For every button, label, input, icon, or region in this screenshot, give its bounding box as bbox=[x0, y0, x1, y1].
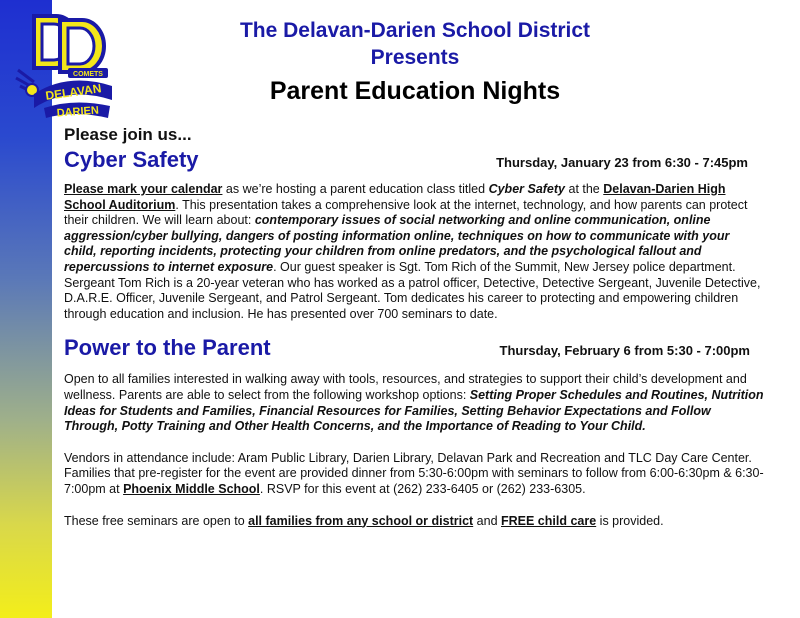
intro-line: Please join us... bbox=[64, 125, 192, 144]
presents-line: Presents bbox=[370, 46, 460, 69]
logo-text-delavan: DELAVAN bbox=[44, 81, 103, 103]
event-header-cyber-safety bbox=[64, 146, 764, 174]
desc-text: as we’re hosting a parent education class titled bbox=[222, 182, 489, 196]
desc-text: at the bbox=[565, 182, 604, 196]
logo-text-comets: COMETS bbox=[73, 71, 103, 78]
topics-text: contemporary issues of social networking and online communication, online aggression/cyber bullying, dangers of posting information online, techniques on how to communicate with your child, reporting incidents, protecting your children from online predators, and the psychological fallout and repercussions to internet exposure bbox=[64, 213, 730, 274]
free-child-care-text: FREE child care bbox=[501, 513, 597, 528]
closing-text: These free seminars are open to bbox=[64, 513, 249, 528]
closing-text: and bbox=[473, 513, 501, 528]
desc-text: Open to all families interested in walking away with tools, resources, and strategies to support their child’s development and wellness. Parents are able to select from the following workshop options: bbox=[64, 372, 747, 402]
event-header-power-to-parent bbox=[64, 334, 764, 362]
closing-paragraph bbox=[64, 514, 764, 530]
main-content bbox=[64, 124, 764, 529]
event-date-cyber-safety: Thursday, January 23 from 6:30 - 7:45pm bbox=[496, 155, 748, 170]
mark-calendar-text: Please mark your calendar bbox=[64, 182, 223, 196]
venue-text: Delavan-Darien High School Auditorium bbox=[64, 182, 726, 212]
desc-text: . This presentation takes a comprehensive look at the internet, technology, and how parents can protect their children. We will learn about: bbox=[64, 197, 748, 228]
event-description-cyber-safety bbox=[64, 182, 764, 322]
vendors-paragraph bbox=[64, 451, 764, 498]
closing-text: is provided. bbox=[596, 513, 664, 528]
event-title-cyber-safety: Cyber Safety bbox=[64, 147, 199, 172]
event-title-power-to-parent: Power to the Parent bbox=[64, 335, 271, 361]
desc-text: . Our guest speaker is Sgt. Tom Rich of the Summit, New Jersey police department. Sergeant Tom Rich is a 20-year veteran who has worked as a patrol officer, Detective, Detective Sergeant, Juvenile Detective, D.A.R.E. Officer, Juvenile Sergeant, and Patrol Sergeant. Tom dedicates his career to protecting and empowering children through education and inclusion. He has presented over 700 seminars to date. bbox=[64, 259, 761, 321]
comets-logo-icon bbox=[14, 10, 120, 120]
desc-text: . RSVP for this event at (262) 233-6405 or (262) 233-6305. bbox=[259, 481, 586, 496]
header bbox=[130, 0, 700, 106]
workshop-options-text: Setting Proper Schedules and Routines, Nutrition Ideas for Students and Families, Financial Resources for Families, Setting Behavior Expectations and Follow Through, Potty Training and Other Health Concerns, and the Importance of Reading to Your Child. bbox=[64, 387, 764, 434]
series-title: Parent Education Nights bbox=[269, 77, 561, 105]
class-title-text: Cyber Safety bbox=[488, 182, 566, 196]
school-name-text: Phoenix Middle School bbox=[123, 481, 260, 496]
event-description-power-to-parent bbox=[64, 372, 764, 434]
district-title: The Delavan-Darien School District bbox=[239, 19, 591, 42]
event-date-power-to-parent: Thursday, February 6 from 5:30 - 7:00pm bbox=[499, 343, 750, 359]
all-families-text: all families from any school or district bbox=[248, 513, 474, 528]
desc-text: Vendors in attendance include: Aram Public Library, Darien Library, Delavan Park and Recreation and TLC Day Care Center. Families that pre-register for the event are provided dinner from 5:30-6:00pm with seminars to follow from 6:00-6:30pm & 6:30-7:00pm at bbox=[64, 450, 764, 496]
logo-text-darien: DARIEN bbox=[56, 104, 100, 120]
